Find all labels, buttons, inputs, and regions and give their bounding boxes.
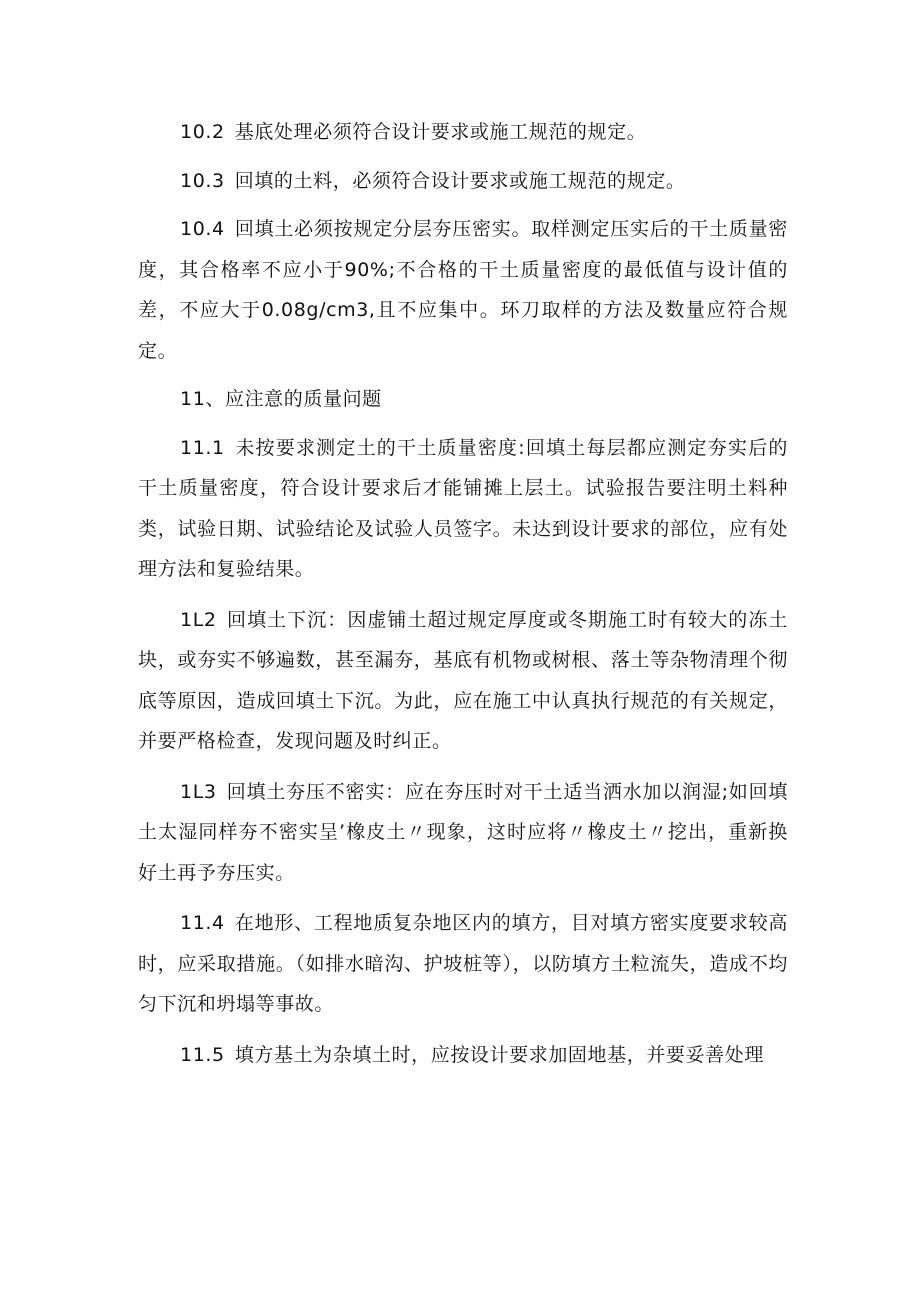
section-title: 应注意的质量问题 [224, 388, 382, 410]
paragraph-number: 1L3 [180, 780, 217, 803]
paragraph-number: 11.5 [180, 1043, 225, 1066]
document-body [138, 112, 788, 1075]
paragraph-10-3 [138, 161, 788, 202]
paragraph-10-2 [138, 112, 788, 153]
paragraph-text: 在地形、工程地质复杂地区内的填方，目对填方密实度要求较高时，应采取措施。（如排水暗沟、护坡桩等），以防填方土粒流失，造成不均匀下沉和坍塌等事故。 [138, 912, 788, 1015]
paragraph-number: 10.4 [180, 218, 225, 240]
paragraph-text: 基底处理必须符合设计要求或施工规范的规定。 [234, 121, 647, 143]
paragraph-10-4 [138, 209, 788, 371]
section-number: 11、 [180, 388, 225, 410]
section-heading-11 [138, 379, 788, 420]
paragraph-11-2 [138, 600, 788, 762]
paragraph-11-1 [138, 428, 788, 590]
paragraph-text: 回填土必须按规定分层夯压密实。取样测定压实后的干土质量密度，其合格率不应小于90%;不合格的干土质量密度的最低值与设计值的差，不应大于0.08g∕cm3,且不应集中。环刀取样的方法及数量应符合规定。 [138, 218, 788, 362]
paragraph-number: 10.3 [180, 169, 225, 192]
paragraph-11-3 [138, 772, 788, 894]
paragraph-text: 回填的土料，必须符合设计要求或施工规范的规定。 [234, 169, 686, 192]
paragraph-number: 11.1 [180, 436, 225, 459]
paragraph-text: 回填土下沉：因虚铺土超过规定厚度或冬期施工时有较大的冻土块，或夯实不够遍数，甚至漏夯，基底有机物或树根、落土等杂物清理个彻底等原因，造成回填土下沉。为此，应在施工中认真执行规范的有关规定，并要严格检查，发现问题及时纠正。 [138, 608, 788, 752]
paragraph-number: 10.2 [180, 121, 225, 143]
paragraph-11-5 [138, 1035, 788, 1076]
paragraph-11-4 [138, 903, 788, 1025]
paragraph-text: 回填土夯压不密实：应在夯压时对干土适当洒水加以润湿;如回填土太湿同样夯不密实呈’橡皮土〃现象，这时应将〃橡皮土〃挖出，重新换好土再予夯压实。 [138, 780, 788, 884]
paragraph-text: 填方基土为杂填土时，应按设计要求加固地基，并要妥善处理 [234, 1043, 764, 1066]
paragraph-number: 11.4 [180, 912, 225, 934]
paragraph-text: 未按要求测定土的干土质量密度:回填土每层都应测定夯实后的干土质量密度，符合设计要求后才能铺摊上层土。试验报告要注明土料种类，试验日期、试验结论及试验人员签字。未达到设计要求的部位，应有处理方法和复验结果。 [138, 436, 788, 580]
paragraph-number: 1L2 [180, 608, 217, 631]
